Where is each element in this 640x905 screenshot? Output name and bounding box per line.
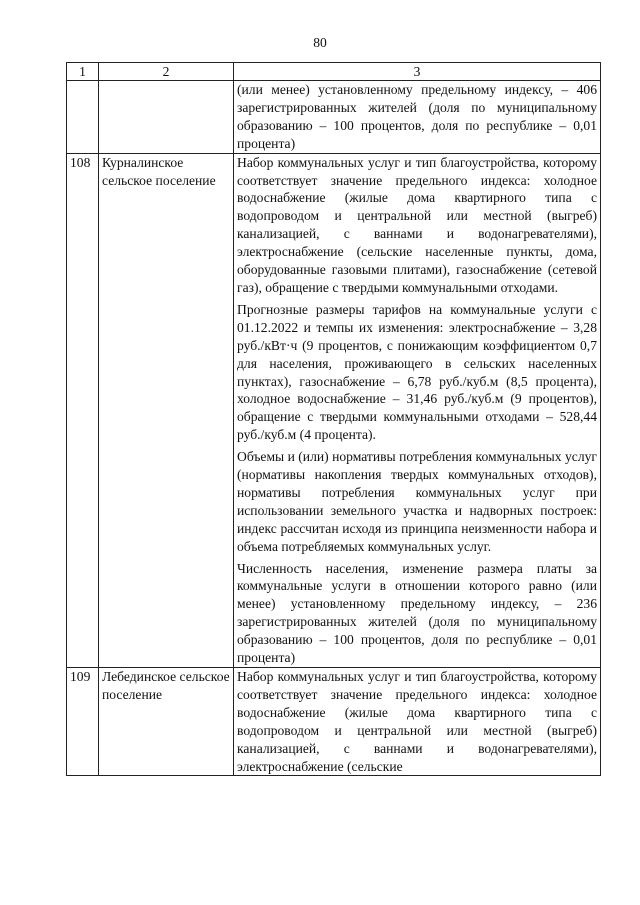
paragraph: Прогнозные размеры тарифов на коммунальные услуги с 01.12.2022 и темпы их изменения: электроснабжение – 3,28 руб./кВт·ч (9 процентов, с понижающим коэффициентом 0,7 для населения, проживающего в сельских населенных пунктах), газоснабжение – 6,78 руб./куб.м (8,5 процента), холодное водоснабжение – 31,46 руб./куб.м (9 процентов), обращение с твердыми коммунальными отходами – 528,44 руб./куб.м (4 процента).: [237, 301, 597, 443]
row-description: [234, 81, 601, 154]
column-header-1: 1: [67, 63, 99, 81]
row-description: [234, 153, 601, 667]
row-number: 108: [67, 153, 99, 667]
row-number: [67, 81, 99, 154]
paragraph: Объемы и (или) нормативы потребления коммунальных услуг (нормативы накопления твердых коммунальных отходов), нормативы потребления коммунальных услуг при использовании земельного участка и надворных построек: индекс рассчитан исходя из принципа неизменности набора и объема потребляемых коммунальных услуг.: [237, 449, 597, 554]
table-row: [67, 668, 601, 776]
table-header-row: [67, 63, 601, 81]
column-header-3: 3: [234, 63, 601, 81]
column-header-2: 2: [99, 63, 234, 81]
tariff-table: [66, 62, 601, 776]
paragraph: Набор коммунальных услуг и тип благоустройства, которому соответствует значение предельного индекса: холодное водоснабжение (жилые дома квартирного типа с водопроводом и центральной или местной (выгреб) канализацией, с ваннами и водонагревателями), электроснабжение (сельские населенные пункты, дома, оборудованные газовыми плитами), газоснабжение (сетевой газ), обращение с твердыми коммунальными отходами.: [237, 154, 597, 295]
row-number: 109: [67, 668, 99, 776]
settlement-name: [99, 81, 234, 154]
page-number: 80: [313, 35, 327, 50]
paragraph: Набор коммунальных услуг и тип благоустройства, которому соответствует значение предельного индекса: холодное водоснабжение (жилые дома квартирного типа с водопроводом и центральной или местной (выгреб) канализацией, с ваннами и водонагревателями), электроснабжение (сельские: [237, 669, 597, 774]
paragraph: (или менее) установленному предельному индексу, – 406 зарегистрированных жителей (доля по муниципальному образованию – 100 процентов, доля по республике – 0,01 процента): [237, 82, 597, 151]
table-row: [67, 81, 601, 154]
row-description: [234, 668, 601, 776]
settlement-name: Лебединское сельское поселение: [99, 668, 234, 776]
paragraph: Численность населения, изменение размера платы за коммунальные услуги в отношении которого равно (или менее) установленному предельному индексу, – 236 зарегистрированных жителей (доля по муниципальному образованию – 100 процентов, доля по республике – 0,01 процента): [237, 560, 597, 666]
settlement-name: Курналинское сельское поселение: [99, 153, 234, 667]
table-row: [67, 153, 601, 667]
